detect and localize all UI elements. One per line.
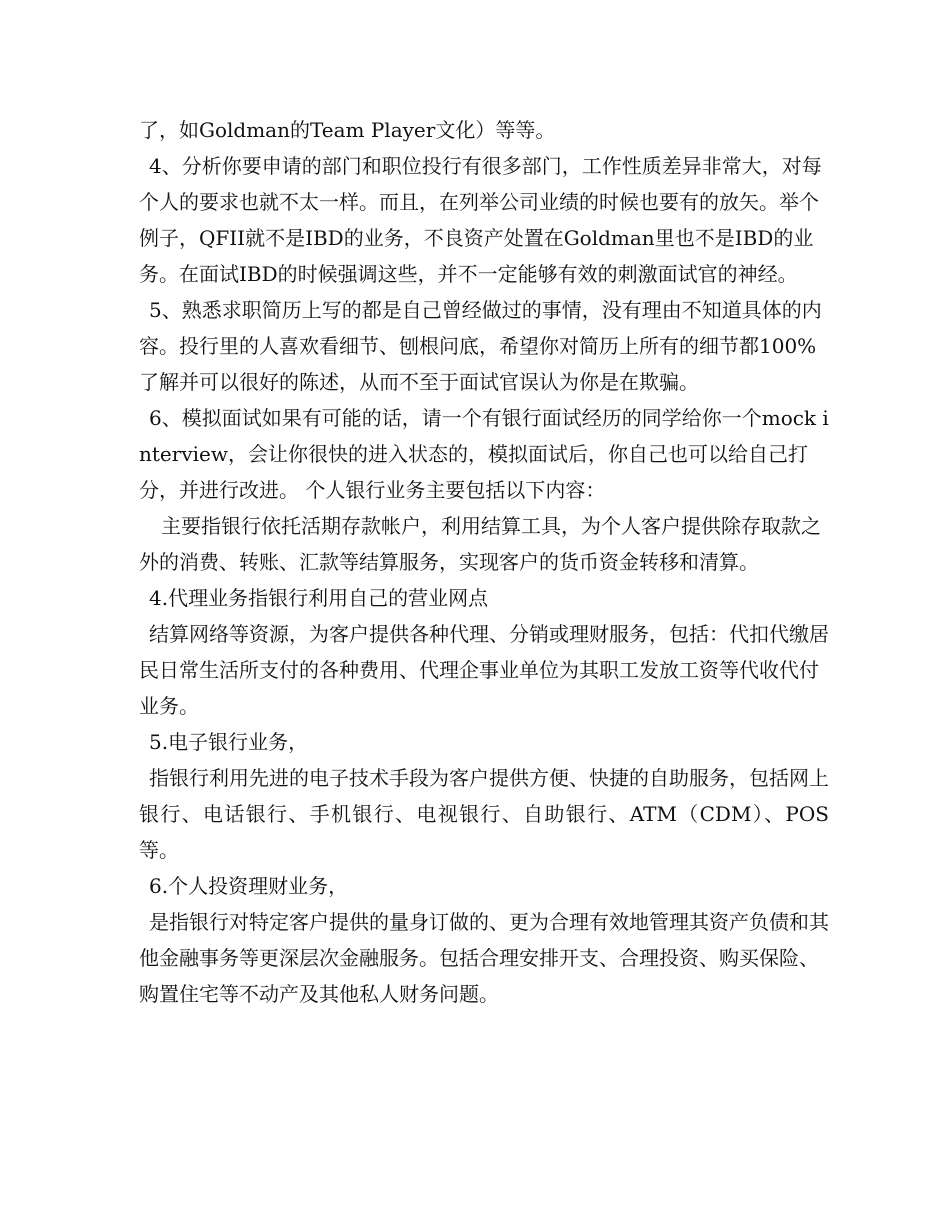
paragraph-continuation: 了，如Goldman的Team Player文化）等等。 (139, 118, 556, 142)
paragraph-agency-business-detail: 结算网络等资源，为客户提供各种代理、分销或理财服务，包括：代扣代缴居民日常生活所支付的各种费用、代理企事业单位为其职工发放工资等代收代付业务。 (139, 622, 829, 718)
paragraph-item-6-mock-interview: 6、模拟面试如果有可能的话，请一个有银行面试经历的同学给你一个mock interview，会让你很快的进入状态的，模拟面试后，你自己也可以给自己打分，并进行改进。 个人银行业务主要包括以下内容： (139, 406, 829, 502)
paragraph-wealth-management-detail: 是指银行对特定客户提供的量身订做的、更为合理有效地管理其资产负债和其他金融事务等更深层次金融服务。包括合理安排开支、合理投资、购买保险、购置住宅等不动产及其他私人财务问题。 (139, 910, 829, 1006)
paragraph-item-5-familiar-resume: 5、熟悉求职简历上写的都是自己曾经做过的事情，没有理由不知道具体的内容。投行里的人喜欢看细节、刨根问底，希望你对简历上所有的细节都100%了解并可以很好的陈述，从而不至于面试官误认为你是在欺骗。 (139, 298, 822, 394)
paragraph-settlement-service: 主要指银行依托活期存款帐户，利用结算工具，为个人客户提供除存取款之外的消费、转账、汇款等结算服务，实现客户的货币资金转移和清算。 (139, 514, 821, 574)
document-body (139, 112, 829, 1012)
paragraph-item-4-analyze-department: 4、分析你要申请的部门和职位投行有很多部门，工作性质差异非常大，对每个人的要求也就不太一样。而且，在列举公司业绩的时候也要有的放矢。举个例子，QFII就不是IBD的业务，不良资产处置在Goldman里也不是IBD的业务。在面试IBD的时候强调这些，并不一定能够有效的刺激面试官的神经。 (139, 154, 822, 286)
paragraph-e-banking-detail: 指银行利用先进的电子技术手段为客户提供方便、快捷的自助服务，包括网上银行、电话银行、手机银行、电视银行、自助银行、ATM（CDM）、POS等。 (139, 766, 829, 862)
paragraph-heading-wealth-management: 6.个人投资理财业务， (149, 874, 349, 898)
paragraph-heading-e-banking: 5.电子银行业务， (149, 730, 309, 754)
paragraph-heading-agency-business: 4.代理业务指银行利用自己的营业网点 (149, 586, 489, 610)
